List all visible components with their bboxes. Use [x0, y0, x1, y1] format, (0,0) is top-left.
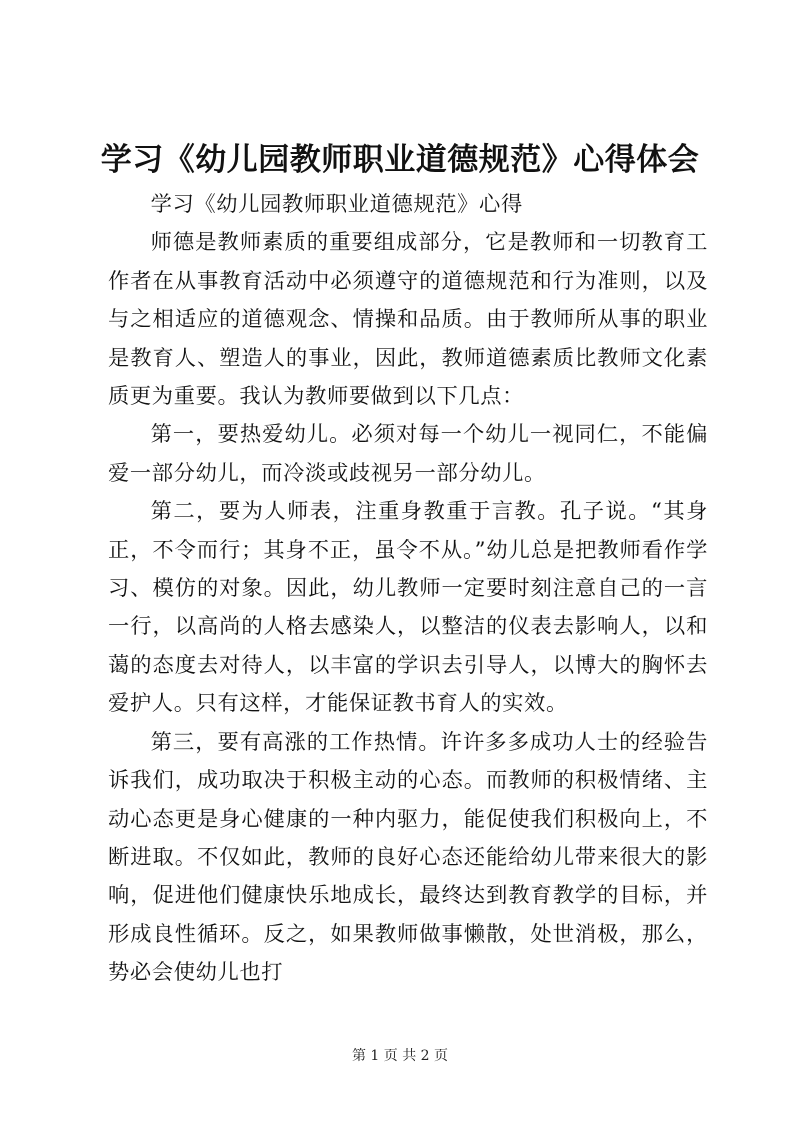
paragraph-intro: 师德是教师素质的重要组成部分，它是教师和一切教育工作者在从事教育活动中必须遵守的道德规范和行为准则，以及与之相适应的道德观念、情操和品质。由于教师所从事的职业是教育人、塑造人的事业，因此，教师道德素质比教师文化素质更为重要。我认为教师要做到以下几点： [108, 230, 708, 410]
document-body [108, 186, 708, 993]
document-title: 学习《幼儿园教师职业道德规范》心得体会 [100, 142, 700, 178]
page-number-footer: 第 1 页 共 2 页 [351, 1048, 449, 1064]
paragraph-point-two: 第二，要为人师表，注重身教重于言教。孔子说。“其身正，不令而行；其身不正，虽令不从。”幼儿总是把教师看作学习、模仿的对象。因此，幼儿教师一定要时刻注意自己的一言一行，以高尚的人格去感染人，以整洁的仪表去影响人，以和蔼的态度去对待人，以丰富的学识去引导人，以博大的胸怀去爱护人。只有这样，才能保证教书育人的实效。 [108, 499, 708, 717]
paragraph-subtitle: 学习《幼儿园教师职业道德规范》心得 [150, 192, 523, 217]
paragraph-point-one: 第一，要热爱幼儿。必须对每一个幼儿一视同仁，不能偏爱一部分幼儿，而冷淡或歧视另一部分幼儿。 [108, 422, 708, 486]
paragraph-point-three: 第三，要有高涨的工作热情。许许多多成功人士的经验告诉我们，成功取决于积极主动的心态。而教师的积极情绪、主动心态更是身心健康的一种内驱力，能促使我们积极向上，不断进取。不仅如此，教师的良好心态还能给幼儿带来很大的影响，促进他们健康快乐地成长，最终达到教育教学的目标，并形成良性循环。反之，如果教师做事懒散，处世消极，那么，势必会使幼儿也打 [108, 729, 708, 986]
